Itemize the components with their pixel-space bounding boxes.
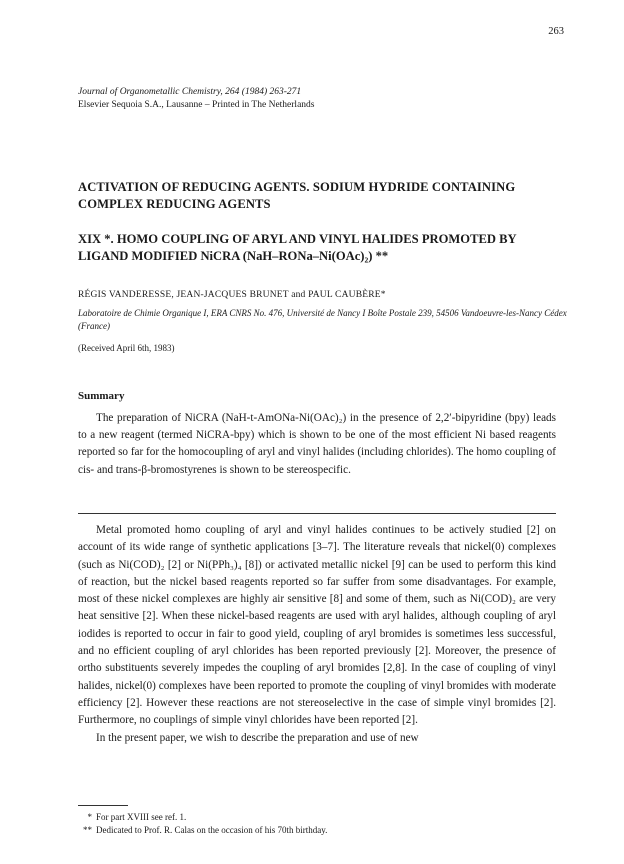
- page-number: 263: [548, 26, 564, 37]
- body-text: [78, 522, 556, 747]
- article-title: ACTIVATION OF REDUCING AGENTS. SODIUM HYDRIDE CONTAINING COMPLEX REDUCING AGENTS: [78, 180, 516, 211]
- footnote-text: For part XVIII see ref. 1.: [96, 812, 187, 822]
- journal-citation: Journal of Organometallic Chemistry, 264 (1984) 263-271: [78, 87, 302, 97]
- journal-publisher: Elsevier Sequoia S.A., Lausanne – Printed in The Netherlands: [78, 100, 315, 110]
- journal-info: [78, 86, 314, 112]
- body-paragraph: Metal promoted homo coupling of aryl and vinyl halides continues to be actively studied [2] on account of its wide range of synthetic applications [3–7]. The literature reveals that nickel(0) complexes (such as Ni(COD)₂ [2] or Ni(PPh₃)₄ [8]) or activated metallic nickel [9] can be used to perform this kind of reaction, but the nickel based reagents reported so far suffer from some disadvantages. For example, most of these nickel complexes are highly air sensitive [8] and some of them, such as Ni(COD)₂ are very heat sensitive [2]. When these nickel-based reagents are used with aryl halides, although coupling of aryl iodides is reported to occur in fair to good yield, coupling of aryl bromides is sometimes less successful, and no efficient coupling of aryl chlorides has been reported previously [2]. Moreover, the presence of ortho substituents severely impedes the coupling of aryl bromides [2,8]. In the case of coupling of vinyl halides, nickel(0) complexes have been reported to promote the coupling of vinyl bromides with moderate efficiency [2]. However these reactions are not stereoselective in the case of simple vinyl bromides [2]. Furthermore, no couplings of simple vinyl chlorides have been reported [2].: [78, 524, 556, 727]
- footnote: [78, 811, 327, 824]
- section-divider: [78, 513, 556, 514]
- body-paragraph: In the present paper, we wish to describe the preparation and use of new: [96, 731, 419, 744]
- author-list: RÉGIS VANDERESSE, JEAN-JACQUES BRUNET and PAUL CAUBÈRE*: [78, 290, 386, 300]
- footnote-mark: **: [83, 824, 92, 835]
- footnote-mark: *: [87, 812, 92, 822]
- article-subtitle: XIX *. HOMO COUPLING OF ARYL AND VINYL HALIDES PROMOTED BY LIGAND MODIFIED NiCRA (NaH–RONa–Ni(OAc)₂) **: [78, 232, 517, 263]
- affiliation: Laboratoire de Chimie Organique I, ERA CNRS No. 476, Université de Nancy I Boîte Postale 239, 54506 Vandoeuvre-les-Nancy Cédex (France): [78, 308, 567, 331]
- summary-heading: Summary: [78, 390, 125, 402]
- summary-text: The preparation of NiCRA (NaH-t-AmONa-Ni(OAc)₂) in the presence of 2,2′-bipyridine (bpy) leads to a new reagent (termed NiCRA-bpy) which is shown to be one of the most efficient Ni based reagents reported so far for the homocoupling of aryl and vinyl halides (including chlorides). The homo coupling of cis- and trans-β-bromostyrenes is shown to be stereospecific.: [78, 412, 556, 476]
- footnote-text: Dedicated to Prof. R. Calas on the occasion of his 70th birthday.: [96, 824, 328, 835]
- received-date: (Received April 6th, 1983): [78, 343, 175, 353]
- footnote-divider: [78, 805, 128, 806]
- footnotes: [78, 811, 327, 836]
- footnote: [78, 824, 327, 837]
